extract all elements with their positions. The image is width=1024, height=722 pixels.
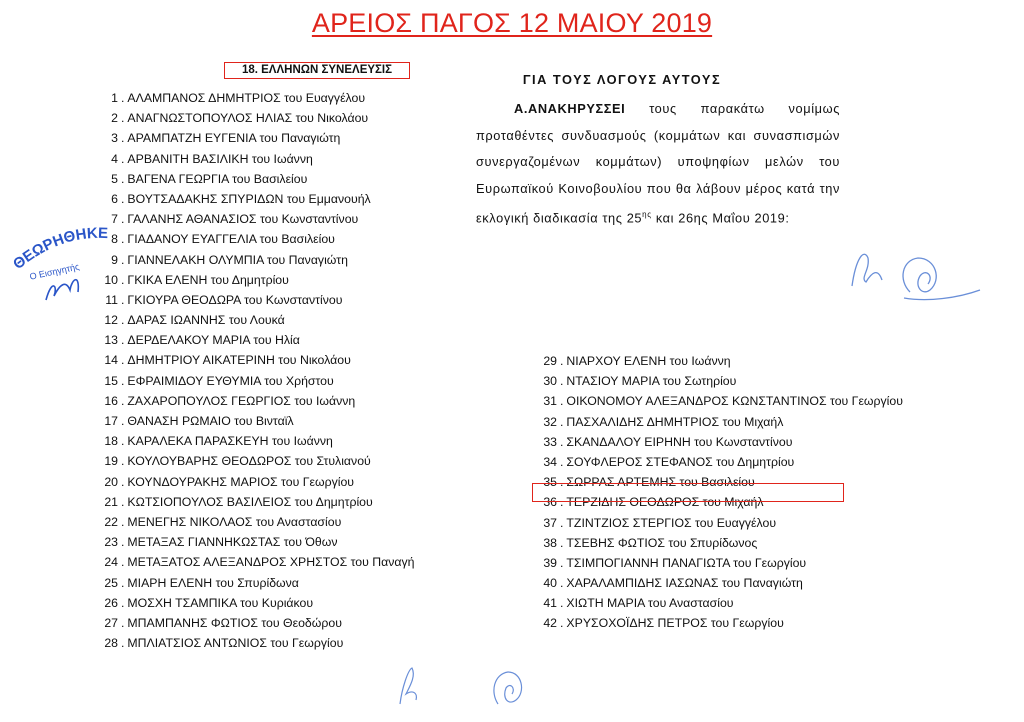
number-dot: . [121,454,125,469]
candidate-item [96,633,415,653]
number-dot: . [560,555,564,570]
candidate-number: 23 [104,535,118,550]
candidate-name: ΔΗΜΗΤΡΙΟΥ ΑΙΚΑΤΕΡΙΝΗ του Νικολάου [127,353,351,368]
candidate-number: 37 [543,515,557,530]
candidate-name: ΣΚΑΝΔΑΛΟΥ ΕΙΡΗΝΗ του Κωνσταντίνου [566,434,793,449]
decision-text-end: και 26ης Μαΐου 2019: [655,210,790,226]
candidate-name: ΓΚΙΟΥΡΑ ΘΕΟΔΩΡΑ του Κωνσταντίνου [127,292,343,307]
number-dot: . [121,414,125,428]
candidate-item [96,593,415,613]
number-dot: . [560,515,564,530]
candidate-name: ΜΠΑΜΠΑΝΗΣ ΦΩΤΙΟΣ του Θεοδώρου [127,615,342,630]
candidate-item [535,513,903,533]
candidate-list-left [96,88,415,653]
candidate-item [96,411,415,431]
candidate-number: 40 [543,576,557,591]
number-dot: . [560,535,564,550]
number-dot: . [121,191,125,206]
number-dot: . [121,636,125,651]
candidate-item [535,432,903,452]
candidate-item [96,431,415,451]
candidate-number: 28 [104,636,118,651]
candidate-item [96,350,415,370]
party-label: 18. ΕΛΛΗΝΩΝ ΣΥΝΕΛΕΥΣΙΣ [224,62,410,79]
candidate-name: ΜΙΑΡΗ ΕΛΕΝΗ του Σπυρίδωνα [127,575,299,590]
number-dot: . [560,475,564,490]
candidate-item [96,371,415,391]
candidate-number: 2 [111,111,118,126]
candidate-item [535,371,903,391]
candidate-name: ΜΕΤΑΞΑΣ ΓΙΑΝΝΗΚΩΣΤΑΣ του Όθων [127,535,338,550]
candidate-item [535,553,903,573]
candidate-number: 18 [104,434,118,449]
candidate-name: ΣΩΡΡΑΣ ΑΡΤΕΜΗΣ του Βασιλείου [566,475,755,490]
candidate-item [96,310,415,330]
candidate-name: ΕΦΡΑΙΜΙΔΟΥ ΕΥΘΥΜΙΑ του Χρήστου [127,373,334,388]
number-dot: . [121,535,125,550]
number-dot: . [560,495,564,510]
approval-stamp [8,218,108,308]
candidate-number: 41 [543,596,557,611]
candidate-item [96,573,415,593]
candidate-number: 20 [104,474,118,489]
candidate-item [535,593,903,613]
candidate-name: ΔΑΡΑΣ ΙΩΑΝΝΗΣ του Λουκά [127,313,285,328]
number-dot: . [121,393,125,408]
number-dot: . [121,151,125,166]
candidate-item [96,451,415,471]
candidate-item [535,452,903,472]
number-dot: . [560,434,564,449]
candidate-item [535,533,903,553]
candidate-name: ΖΑΧΑΡΟΠΟΥΛΟΣ ΓΕΩΡΓΙΟΣ του Ιωάννη [127,393,356,408]
number-dot: . [121,575,125,590]
candidate-name: ΔΕΡΔΕΛΑΚΟΥ ΜΑΡΙΑ του Ηλία [127,333,300,348]
candidate-item [96,128,415,148]
candidate-item [535,412,903,432]
number-dot: . [121,514,125,529]
stamp-text: ΘΕΩΡΗΘΗΚΕ [9,224,108,274]
number-dot: . [121,292,125,307]
candidate-name: ΓΚΙΚΑ ΕΛΕΝΗ του Δημητρίου [127,272,289,287]
candidate-number: 29 [543,354,557,368]
number-dot: . [560,374,564,389]
candidate-name: ΜΟΣΧΗ ΤΣΑΜΠΙΚΑ του Κυριάκου [127,595,314,610]
initials-mark [392,660,432,710]
candidate-number: 15 [104,373,118,388]
candidate-item [96,169,415,189]
decision-heading: ΓΙΑ ΤΟΥΣ ΛΟΓΟΥΣ ΑΥΤΟΥΣ [522,72,722,87]
candidate-item [96,492,415,512]
candidate-number: 4 [111,151,118,166]
candidate-item [96,391,415,411]
candidate-name: ΧΑΡΑΛΑΜΠΙΔΗΣ ΙΑΣΩΝΑΣ του Παναγιώτη [566,576,803,591]
number-dot: . [121,373,125,388]
candidate-number: 14 [104,353,118,368]
number-dot: . [121,313,125,328]
number-dot: . [121,91,125,105]
number-dot: . [121,333,125,348]
number-dot: . [121,131,125,146]
candidate-name: ΜΕΝΕΓΗΣ ΝΙΚΟΛΑΟΣ του Αναστασίου [127,514,342,529]
highlight-box [532,483,844,502]
candidate-name: ΝΙΑΡΧΟΥ ΕΛΕΝΗ του Ιωάννη [566,354,731,368]
candidate-name: ΒΑΓΕΝΑ ΓΕΩΡΓΙΑ του Βασιλείου [127,171,308,186]
candidate-item [96,270,415,290]
candidate-number: 9 [111,252,118,267]
candidate-number: 33 [543,434,557,449]
number-dot: . [121,252,125,267]
number-dot: . [121,494,125,509]
candidate-name: ΒΟΥΤΣΑΔΑΚΗΣ ΣΠΥΡΙΔΩΝ του Εμμανουήλ [127,191,371,206]
candidate-item [96,290,415,310]
candidate-name: ΜΠΛΙΑΤΣΙΟΣ ΑΝΤΩΝΙΟΣ του Γεωργίου [127,636,344,651]
candidate-item [96,250,415,270]
candidate-item [535,351,903,371]
candidate-item [96,532,415,552]
initials-mark-2 [484,664,534,712]
candidate-item [535,391,903,411]
candidate-item [96,512,415,532]
candidate-name: ΑΡΑΜΠΑΤΖΗ ΕΥΓΕΝΙΑ του Παναγιώτη [127,131,341,146]
candidate-number: 26 [104,595,118,610]
candidate-name: ΠΑΣΧΑΛΙΔΗΣ ΔΗΜΗΤΡΙΟΣ του Μιχαήλ [566,414,784,429]
candidate-number: 30 [543,374,557,389]
number-dot: . [121,555,125,570]
candidate-name: ΜΕΤΑΞΑΤΟΣ ΑΛΕΞΑΝΔΡΟΣ ΧΡΗΣΤΟΣ του Παναγή [127,555,415,570]
candidate-name: ΘΑΝΑΣΗ ΡΩΜΑΙΟ του Βινταϊλ [127,414,294,428]
number-dot: . [121,595,125,610]
candidate-item [96,472,415,492]
candidate-name: ΣΟΥΦΛΕΡΟΣ ΣΤΕΦΑΝΟΣ του Δημητρίου [566,454,795,469]
candidate-number: 22 [104,514,118,529]
candidate-name: ΧΡΥΣΟΧΟΪΔΗΣ ΠΕΤΡΟΣ του Γεωργίου [566,616,784,631]
candidate-number: 24 [104,555,118,570]
candidate-name: ΚΑΡΑΛΕΚΑ ΠΑΡΑΣΚΕΥΗ του Ιωάννη [127,434,333,449]
candidate-item [96,149,415,169]
candidate-item [96,209,415,229]
candidate-number: 42 [543,616,557,631]
candidate-name: ΑΝΑΓΝΩΣΤΟΠΟΥΛΟΣ ΗΛΙΑΣ του Νικολάου [127,111,369,126]
candidate-name: ΚΟΥΛΟΥΒΑΡΗΣ ΘΕΟΔΩΡΟΣ του Στυλιανού [127,454,371,469]
candidate-number: 10 [104,272,118,287]
candidate-item [96,108,415,128]
decision-superscript: ης [642,210,652,219]
stamp-subtext: Ο Εισηγητής [28,261,81,282]
candidate-number: 11 [105,292,118,307]
number-dot: . [121,434,125,449]
candidate-number: 25 [104,575,118,590]
number-dot: . [121,353,125,368]
candidate-number: 38 [543,535,557,550]
candidate-number: 3 [111,131,118,146]
candidate-name: ΓΙΑΝΝΕΛΑΚΗ ΟΛΥΜΠΙΑ του Παναγιώτη [127,252,348,267]
candidate-number: 5 [111,171,118,186]
candidate-name: ΚΩΤΣΙΟΠΟΥΛΟΣ ΒΑΣΙΛΕΙΟΣ του Δημητρίου [127,494,373,509]
candidate-number: 1 [111,91,118,105]
decision-paragraph [476,96,840,232]
number-dot: . [560,454,564,469]
candidate-number: 36 [543,495,557,510]
number-dot: . [121,232,125,247]
candidate-number: 6 [111,191,118,206]
candidate-name: ΤΕΡΖΙΔΗΣ ΘΕΟΔΩΡΟΣ του Μιχαήλ [566,495,764,510]
number-dot: . [560,394,564,409]
candidate-number: 7 [111,212,118,227]
number-dot: . [560,414,564,429]
candidate-number: 12 [104,313,118,328]
number-dot: . [121,171,125,186]
candidate-name: ΚΟΥΝΔΟΥΡΑΚΗΣ ΜΑΡΙΟΣ του Γεωργίου [127,474,355,489]
candidate-name: ΤΣΙΜΠΟΓΙΑΝΝΗ ΠΑΝΑΓΙΩΤΑ του Γεωργίου [566,555,807,570]
candidate-name: ΤΣΕΒΗΣ ΦΩΤΙΟΣ του Σπυρίδωνος [566,535,758,550]
number-dot: . [121,615,125,630]
candidate-number: 16 [104,393,118,408]
candidate-name: ΟΙΚΟΝΟΜΟΥ ΑΛΕΞΑΝΔΡΟΣ ΚΩΝΣΤΑΝΤΙΝΟΣ του Γεωργίου [566,394,903,409]
candidate-number: 34 [543,454,557,469]
candidate-name: ΧΙΩΤΗ ΜΑΡΙΑ του Αναστασίου [566,596,734,611]
candidate-item [535,613,903,633]
number-dot: . [560,616,564,631]
number-dot: . [560,596,564,611]
stamp-signature [46,280,78,300]
candidate-item [96,88,415,108]
number-dot: . [560,576,564,591]
candidate-item [96,330,415,350]
number-dot: . [121,111,125,126]
candidate-item [96,189,415,209]
candidate-item [535,573,903,593]
decision-text: τους παρακάτω νομίμως προταθέντες συνδυασμούς (κομμάτων και συνασπισμών συνεργαζομένων κομμάτων) υποψηφίων μελών του Ευρωπαϊκού Κοινοβουλίου που θα λάβουν μέρος κατά την εκλογική διαδικασία της 25 [476,101,840,226]
number-dot: . [121,212,125,227]
number-dot: . [560,354,564,368]
candidate-name: ΑΡΒΑΝΙΤΗ ΒΑΣΙΛΙΚΗ του Ιωάννη [127,151,313,166]
candidate-name: ΓΙΑΔΑΝΟΥ ΕΥΑΓΓΕΛΙΑ του Βασιλείου [127,232,335,247]
signature-mark [838,228,988,308]
candidate-number: 21 [104,494,118,509]
candidate-item [96,552,415,572]
number-dot: . [121,272,125,287]
candidate-number: 35 [543,475,557,490]
decision-lead: Α.ΑΝΑΚΗΡΥΣΣΕΙ [514,101,626,116]
candidate-name: ΑΛΑΜΠΑΝΟΣ ΔΗΜΗΤΡΙΟΣ του Ευαγγέλου [127,91,366,105]
page-title: ΑΡΕΙΟΣ ΠΑΓΟΣ 12 ΜΑΙΟΥ 2019 [311,8,713,38]
candidate-name: ΓΑΛΑΝΗΣ ΑΘΑΝΑΣΙΟΣ του Κωνσταντίνου [127,212,359,227]
candidate-number: 32 [543,414,557,429]
candidate-number: 27 [104,615,118,630]
candidate-number: 19 [104,454,118,469]
candidate-name: ΝΤΑΣΙΟΥ ΜΑΡΙΑ του Σωτηρίου [566,374,737,389]
number-dot: . [121,474,125,489]
candidate-number: 17 [104,414,118,428]
candidate-number: 8 [111,232,118,247]
candidate-item [96,613,415,633]
candidate-number: 39 [543,555,557,570]
candidate-item [96,229,415,249]
candidate-number: 31 [543,394,557,409]
candidate-number: 13 [104,333,118,348]
candidate-name: ΤΖΙΝΤΖΙΟΣ ΣΤΕΡΓΙΟΣ του Ευαγγέλου [566,515,777,530]
